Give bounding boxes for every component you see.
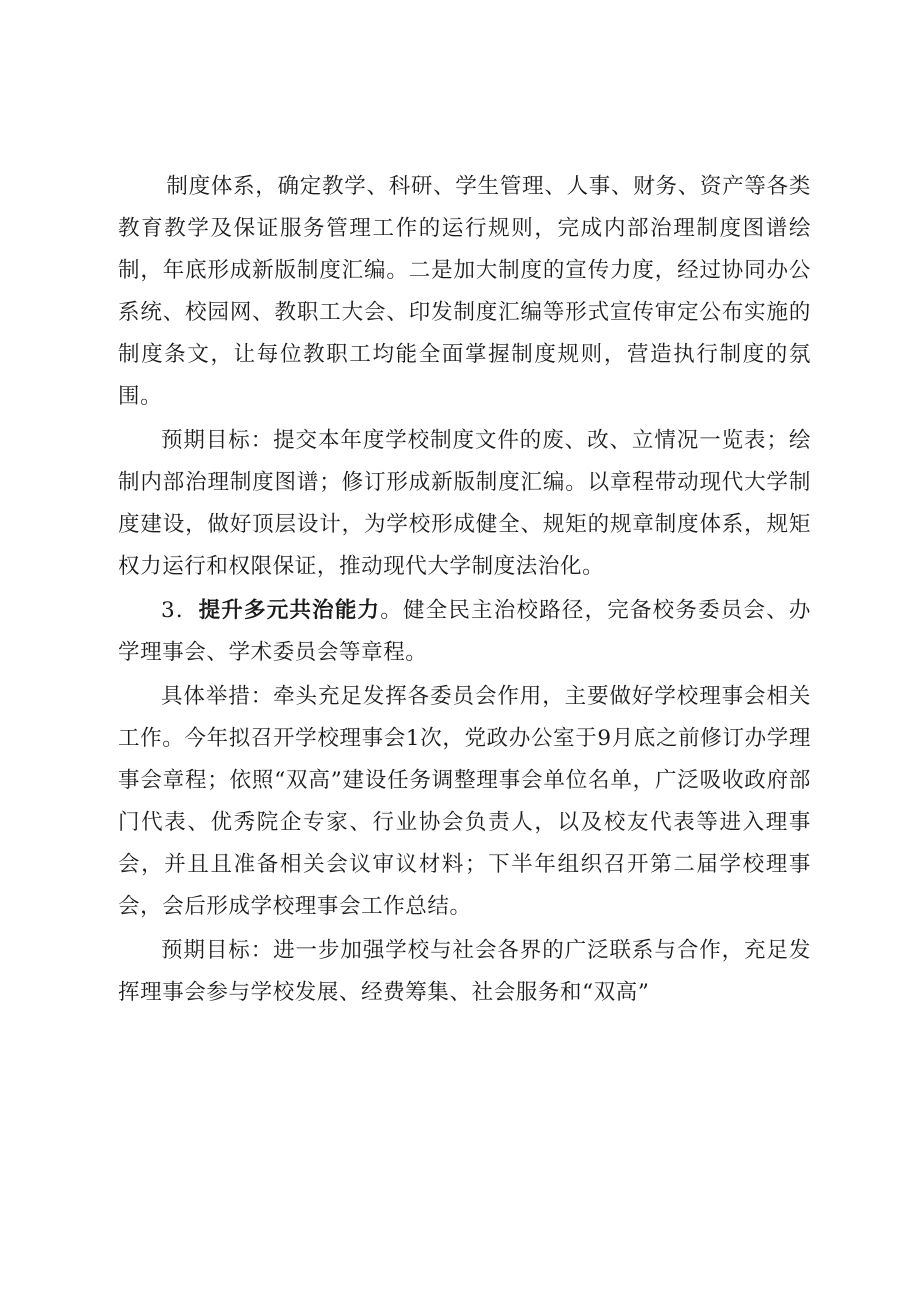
item-heading: 提升多元共治能力 <box>198 598 381 623</box>
item-text: 。健全民主治校路径，完备校务委员会、办学理事会、学术委员会等章程。 <box>118 598 811 665</box>
paragraph-specific-measures: 具体举措：牵头充足发挥各委员会作用，主要做好学校理事会相关工作。今年拟召开学校理事会1次，党政办公室于9月底之前修订办学理事会章程；依照“双高”建设任务调整理事会单位名单，广泛吸收政府部门代表、优秀院企专家、行业协会负责人，以及校友代表等进入理事会，并且且准备相关会议审议材料；下半年组织召开第二届学校理事会，会后形成学校理事会工作总结。 <box>118 684 811 919</box>
paragraph-expected-goal-1: 预期目标：提交本年度学校制度文件的废、改、立情况一览表；绘制内部治理制度图谱；修订形成新版制度汇编。以章程带动现代大学制度建设，做好顶层设计，为学校形成健全、规矩的规章制度体系，规矩权力运行和权限保证，推动现代大学制度法治化。 <box>118 428 811 579</box>
item-number: 3． <box>161 598 199 623</box>
paragraph-system-rules: 制度体系，确定教学、科研、学生管理、人事、财务、资产等各类教育教学及保证服务管理工作的运行规则，完成内部治理制度图谱绘制，年底形成新版制度汇编。二是加大制度的宣传力度，经过协同办公系统、校园网、教职工大会、印发制度汇编等形式宣传审定公布实施的制度条文，让每位教职工均能全面掌握制度规则，营造执行制度的氛围。 <box>118 174 811 409</box>
paragraph-item-3 <box>118 590 811 674</box>
paragraph-expected-goal-2: 预期目标：进一步加强学校与社会各界的广泛联系与合作，充足发挥理事会参与学校发展、经费筹集、社会服务和“双高” <box>118 938 811 1005</box>
document-page <box>118 166 811 1014</box>
